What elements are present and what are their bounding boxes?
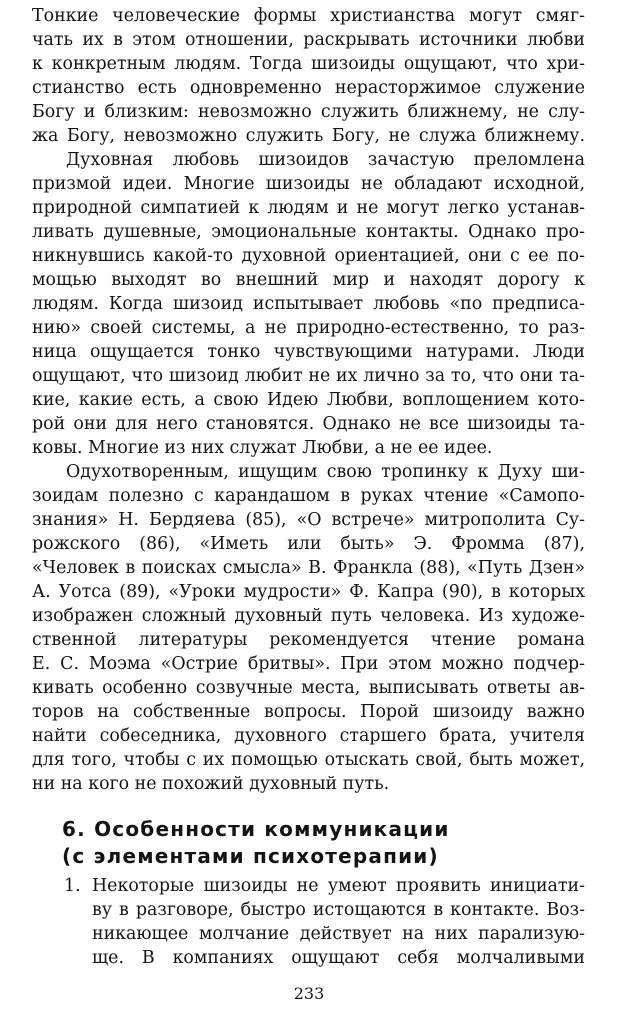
text-line: для того, чтобы с их помощью отыскать свой, быть может, [32,750,585,770]
text-line: ощущают, что шизоид любит не их лично за то, что они та- [32,366,585,386]
section-heading-line-1: 6. Особенности коммуникации [62,817,450,841]
list-item-number: 1. [64,876,81,896]
text-line: мощью выходят во внешний мир и находят дорогу к [32,270,585,290]
text-line: никнувшись какой-то духовной ориентацией, они с ее по- [32,246,585,266]
text-line: никающее молчание действует на них парализую- [92,924,585,944]
text-line: рожского (86), «Иметь или быть» Э. Фромма (87), [32,534,585,554]
text-line: кивать особенно созвучные места, выписывать ответы ав- [32,678,585,698]
text-line: А. Уотса (89), «Уроки мудрости» Ф. Капра (90), в которых [32,582,585,602]
text-line: ственной литературы рекомендуется чтение романа [32,630,585,650]
text-line: чать их в этом отношении, раскрывать источники любви [32,30,585,50]
text-line: ще. В компаниях ощущают себя молчаливыми [92,948,585,968]
text-line: кие, какие есть, а свою Идею Любви, воплощением кото- [32,390,585,410]
text-line: нию» своей системы, а не природно-естественно, то раз- [32,318,585,338]
text-line: людям. Когда шизоид испытывает любовь «по предписа- [32,294,585,314]
text-line: торов на собственные вопросы. Порой шизоиду важно [32,702,585,722]
text-line: Некоторые шизоиды не умеют проявить инициати- [92,876,585,896]
text-line: ковы. Многие из них служат Любви, а не ее идее. [32,438,493,458]
text-line: Е. С. Моэма «Острие бритвы». При этом можно подчер- [32,654,585,674]
text-line: рой они для него становятся. Однако не все шизоиды та- [32,414,585,434]
text-line: природной симпатией к людям и не могут легко устанав- [32,198,585,218]
text-line: знания» Н. Бердяева (85), «О встрече» митрополита Су- [32,510,585,530]
text-line: зоидам полезно с карандашом в руках чтение «Самопо- [32,486,585,506]
text-line: жа Богу, невозможно служить Богу, не служа ближнему. [32,126,585,146]
text-line: Богу и близким: невозможно служить ближнему, не слу- [32,102,585,122]
text-line: ни на кого не похожий духовный путь. [32,774,390,794]
text-line: Тонкие человеческие формы христианства могут смяг- [32,6,585,26]
text-line: ливать душевные, эмоциональные контакты. Однако про- [32,222,585,242]
text-line: Одухотворенным, ищущим свою тропинку к Духу ши- [66,462,585,482]
text-line: к конкретным людям. Тогда шизоиды ощущают, что хри- [32,54,585,74]
section-heading-line-2: (с элементами психотерапии) [62,844,439,868]
text-line: изображен сложный духовный путь человека. Из художе- [32,606,585,626]
text-line: ница ощущается тонко чувствующими натурами. Люди [32,342,585,362]
text-line: «Человек в поисках смысла» В. Франкла (88), «Путь Дзен» [32,558,585,578]
text-line: найти собеседника, духовного старшего брата, учителя [32,726,585,746]
text-line: стианство есть одновременно нерасторжимое служение [32,78,585,98]
text-line: ву в разговоре, быстро истощаются в контакте. Воз- [92,900,585,920]
text-line: призмой идеи. Многие шизоиды не обладают исходной, [32,174,585,194]
page-number: 233 [293,984,325,1003]
text-line: Духовная любовь шизоидов зачастую преломлена [66,150,585,170]
